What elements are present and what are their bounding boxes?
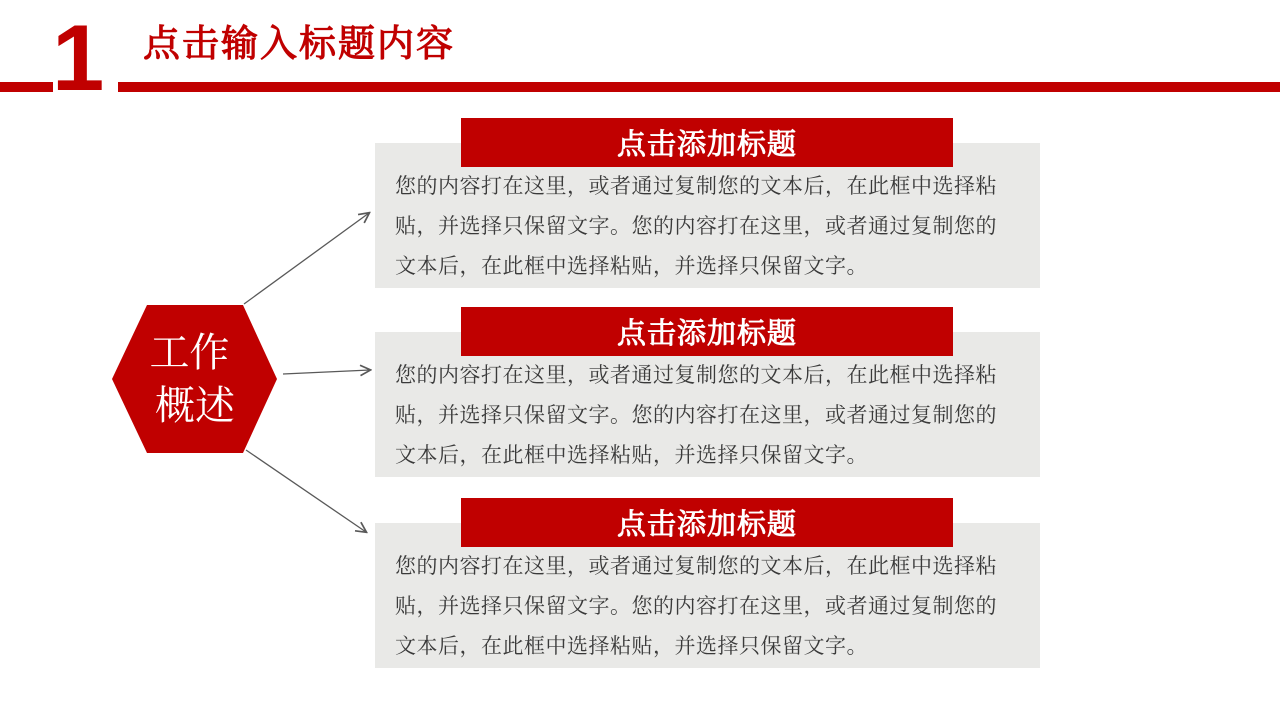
- block-body-text: [395, 167, 1035, 287]
- block-title-bar: [461, 498, 953, 547]
- body-line: 您的内容打在这里，或者通过复制您的文本后，在此框中选择粘: [395, 364, 997, 387]
- body-line: 贴，并选择只保留文字。您的内容打在这里，或者通过复制您的: [395, 595, 997, 618]
- block-body-text: [395, 356, 1035, 476]
- body-line: 文本后，在此框中选择粘贴，并选择只保留文字。: [395, 255, 868, 278]
- connector-arrow-top: [244, 213, 369, 304]
- hexagon-label-line1: 工作: [149, 331, 230, 375]
- connector-arrow-bottom: [246, 450, 366, 532]
- chapter-number: 1: [52, 5, 105, 110]
- block-title-bar: [461, 118, 953, 167]
- body-line: 您的内容打在这里，或者通过复制您的文本后，在此框中选择粘: [395, 555, 997, 578]
- body-line: 贴，并选择只保留文字。您的内容打在这里，或者通过复制您的: [395, 215, 997, 238]
- body-line: 文本后，在此框中选择粘贴，并选择只保留文字。: [395, 444, 868, 467]
- block-title: 点击添加标题: [616, 509, 797, 541]
- hexagon-shape: [112, 305, 277, 453]
- body-line: 您的内容打在这里，或者通过复制您的文本后，在此框中选择粘: [395, 175, 997, 198]
- hexagon-label-line2: 概述: [155, 384, 235, 428]
- body-line: 贴，并选择只保留文字。您的内容打在这里，或者通过复制您的: [395, 404, 997, 427]
- block-title: 点击添加标题: [616, 129, 797, 161]
- block-title-bar: [461, 307, 953, 356]
- connector-arrow-middle: [283, 370, 370, 374]
- body-line: 文本后，在此框中选择粘贴，并选择只保留文字。: [395, 635, 868, 658]
- page-title: 点击输入标题内容: [143, 23, 455, 64]
- block-body-text: [395, 547, 1035, 667]
- block-title: 点击添加标题: [616, 318, 797, 350]
